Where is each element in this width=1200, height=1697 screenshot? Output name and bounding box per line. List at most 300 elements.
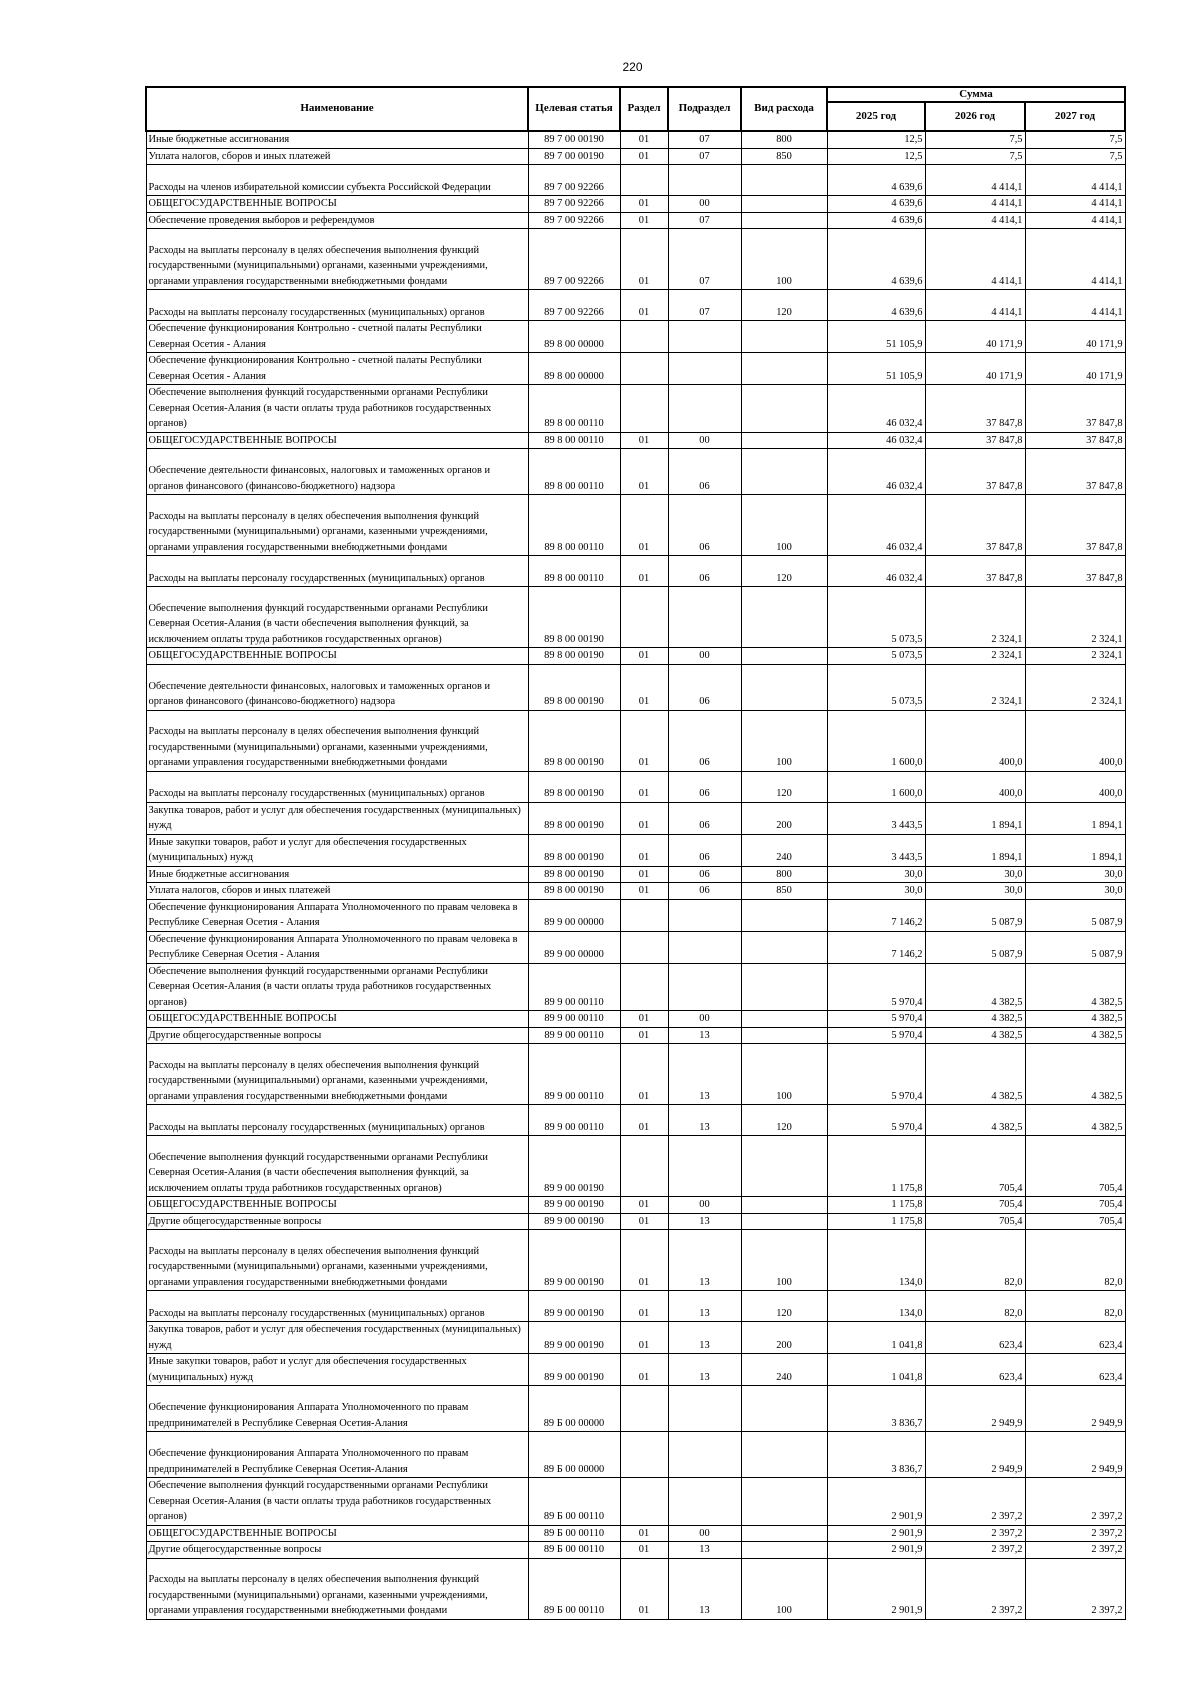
row-section: 01 xyxy=(620,1197,668,1214)
row-subsection: 13 xyxy=(668,1322,741,1354)
row-amount-2025: 30,0 xyxy=(827,883,925,900)
row-amount-2025: 7 146,2 xyxy=(827,931,925,963)
row-amount-2026: 30,0 xyxy=(925,866,1025,883)
row-subsection: 13 xyxy=(668,1542,741,1559)
row-expense-type xyxy=(741,1525,827,1542)
header-year-2026: 2026 год xyxy=(925,102,1025,131)
row-amount-2025: 12,5 xyxy=(827,131,925,148)
row-subsection xyxy=(668,385,741,433)
row-name: Обеспечение деятельности финансовых, налоговых и таможенных органов и органов финансового (финансово-бюджетного) надзора xyxy=(146,664,528,710)
row-amount-2027: 7,5 xyxy=(1025,131,1125,148)
row-amount-2026: 4 382,5 xyxy=(925,963,1025,1011)
row-target-article: 89 9 00 00190 xyxy=(528,1213,620,1230)
row-amount-2027: 40 171,9 xyxy=(1025,321,1125,353)
row-amount-2025: 5 970,4 xyxy=(827,1011,925,1028)
row-expense-type: 120 xyxy=(741,290,827,321)
row-subsection: 06 xyxy=(668,556,741,587)
row-target-article: 89 9 00 00110 xyxy=(528,1027,620,1044)
row-expense-type xyxy=(741,587,827,648)
row-amount-2027: 4 414,1 xyxy=(1025,229,1125,290)
row-amount-2027: 82,0 xyxy=(1025,1291,1125,1322)
row-amount-2026: 82,0 xyxy=(925,1291,1025,1322)
row-amount-2025: 134,0 xyxy=(827,1230,925,1291)
row-section: 01 xyxy=(620,866,668,883)
row-amount-2025: 12,5 xyxy=(827,148,925,165)
row-subsection: 13 xyxy=(668,1044,741,1105)
row-expense-type xyxy=(741,1197,827,1214)
row-amount-2026: 30,0 xyxy=(925,883,1025,900)
row-amount-2026: 37 847,8 xyxy=(925,385,1025,433)
row-amount-2025: 51 105,9 xyxy=(827,353,925,385)
row-subsection: 13 xyxy=(668,1291,741,1322)
row-amount-2027: 5 087,9 xyxy=(1025,931,1125,963)
row-section: 01 xyxy=(620,834,668,866)
row-section: 01 xyxy=(620,1027,668,1044)
row-name: Расходы на выплаты персоналу в целях обеспечения выполнения функций государственными (муниципальными) органами, казенными учреждениями, органами управления государственными внебюджетными фондами xyxy=(146,1230,528,1291)
header-year-2027: 2027 год xyxy=(1025,102,1125,131)
table-row xyxy=(146,1386,1125,1432)
row-expense-type: 120 xyxy=(741,1105,827,1136)
row-target-article: 89 8 00 00110 xyxy=(528,449,620,495)
row-amount-2027: 5 087,9 xyxy=(1025,899,1125,931)
row-subsection: 00 xyxy=(668,196,741,213)
row-amount-2026: 37 847,8 xyxy=(925,556,1025,587)
row-section: 01 xyxy=(620,196,668,213)
row-name: Другие общегосударственные вопросы xyxy=(146,1213,528,1230)
table-row xyxy=(146,1558,1125,1619)
table-row xyxy=(146,664,1125,710)
row-target-article: 89 8 00 00190 xyxy=(528,802,620,834)
row-target-article: 89 7 00 92266 xyxy=(528,212,620,229)
row-amount-2026: 5 087,9 xyxy=(925,899,1025,931)
row-expense-type: 100 xyxy=(741,1558,827,1619)
row-amount-2025: 7 146,2 xyxy=(827,899,925,931)
row-section: 01 xyxy=(620,1354,668,1386)
table-row xyxy=(146,648,1125,665)
row-amount-2026: 4 414,1 xyxy=(925,196,1025,213)
row-section: 01 xyxy=(620,1230,668,1291)
row-amount-2026: 400,0 xyxy=(925,771,1025,802)
row-amount-2026: 2 397,2 xyxy=(925,1558,1025,1619)
budget-table xyxy=(145,86,1126,1620)
row-section: 01 xyxy=(620,710,668,771)
row-subsection: 06 xyxy=(668,834,741,866)
row-amount-2027: 2 397,2 xyxy=(1025,1525,1125,1542)
row-amount-2027: 37 847,8 xyxy=(1025,449,1125,495)
row-section: 01 xyxy=(620,290,668,321)
row-target-article: 89 Б 00 00110 xyxy=(528,1478,620,1526)
row-target-article: 89 8 00 00190 xyxy=(528,710,620,771)
row-target-article: 89 7 00 92266 xyxy=(528,229,620,290)
table-row xyxy=(146,710,1125,771)
row-expense-type xyxy=(741,1478,827,1526)
row-name: Другие общегосударственные вопросы xyxy=(146,1542,528,1559)
row-name: Обеспечение выполнения функций государственными органами Республики Северная Осетия-Алания (в части обеспечения выполнения функций, за исключением оплаты труда работников государственных органов) xyxy=(146,1136,528,1197)
row-amount-2026: 37 847,8 xyxy=(925,432,1025,449)
row-subsection: 06 xyxy=(668,771,741,802)
row-amount-2025: 46 032,4 xyxy=(827,449,925,495)
row-target-article: 89 8 00 00190 xyxy=(528,648,620,665)
row-target-article: 89 9 00 00190 xyxy=(528,1197,620,1214)
row-section xyxy=(620,353,668,385)
table-row xyxy=(146,1354,1125,1386)
row-section xyxy=(620,931,668,963)
row-name: Иные закупки товаров, работ и услуг для обеспечения государственных (муниципальных) нужд xyxy=(146,834,528,866)
row-amount-2025: 2 901,9 xyxy=(827,1525,925,1542)
row-target-article: 89 Б 00 00110 xyxy=(528,1558,620,1619)
table-row xyxy=(146,1542,1125,1559)
row-amount-2027: 705,4 xyxy=(1025,1197,1125,1214)
row-amount-2025: 46 032,4 xyxy=(827,432,925,449)
row-amount-2027: 2 324,1 xyxy=(1025,664,1125,710)
row-amount-2026: 4 414,1 xyxy=(925,290,1025,321)
row-amount-2026: 400,0 xyxy=(925,710,1025,771)
row-name: Обеспечение выполнения функций государственными органами Республики Северная Осетия-Алания (в части обеспечения выполнения функций, за исключением оплаты труда работников государственных органов) xyxy=(146,587,528,648)
row-amount-2026: 4 414,1 xyxy=(925,165,1025,196)
row-section: 01 xyxy=(620,449,668,495)
row-name: Расходы на выплаты персоналу государственных (муниципальных) органов xyxy=(146,290,528,321)
row-amount-2026: 2 397,2 xyxy=(925,1525,1025,1542)
row-section: 01 xyxy=(620,1105,668,1136)
row-expense-type: 850 xyxy=(741,883,827,900)
row-subsection: 13 xyxy=(668,1027,741,1044)
row-amount-2025: 5 970,4 xyxy=(827,1105,925,1136)
row-amount-2027: 40 171,9 xyxy=(1025,353,1125,385)
row-amount-2025: 5 073,5 xyxy=(827,648,925,665)
row-amount-2025: 134,0 xyxy=(827,1291,925,1322)
row-subsection: 00 xyxy=(668,432,741,449)
row-subsection xyxy=(668,963,741,1011)
row-section xyxy=(620,385,668,433)
table-row xyxy=(146,1322,1125,1354)
row-expense-type: 100 xyxy=(741,710,827,771)
row-expense-type: 100 xyxy=(741,495,827,556)
row-expense-type: 850 xyxy=(741,148,827,165)
row-target-article: 89 9 00 00110 xyxy=(528,1011,620,1028)
row-amount-2026: 37 847,8 xyxy=(925,495,1025,556)
row-subsection: 06 xyxy=(668,802,741,834)
row-amount-2027: 400,0 xyxy=(1025,771,1125,802)
row-section: 01 xyxy=(620,771,668,802)
row-subsection: 07 xyxy=(668,148,741,165)
row-amount-2027: 400,0 xyxy=(1025,710,1125,771)
row-section: 01 xyxy=(620,883,668,900)
row-target-article: 89 8 00 00190 xyxy=(528,587,620,648)
table-row xyxy=(146,1291,1125,1322)
row-target-article: 89 Б 00 00000 xyxy=(528,1432,620,1478)
row-target-article: 89 8 00 00190 xyxy=(528,771,620,802)
row-name: Обеспечение функционирования Аппарата Уполномоченного по правам предпринимателей в Республике Северная Осетия-Алания xyxy=(146,1432,528,1478)
row-name: Расходы на выплаты персоналу государственных (муниципальных) органов xyxy=(146,771,528,802)
row-section: 01 xyxy=(620,1213,668,1230)
row-section: 01 xyxy=(620,1291,668,1322)
row-expense-type xyxy=(741,1432,827,1478)
row-section xyxy=(620,899,668,931)
row-expense-type xyxy=(741,1136,827,1197)
row-section: 01 xyxy=(620,802,668,834)
row-section: 01 xyxy=(620,1322,668,1354)
row-name: Обеспечение функционирования Контрольно - счетной палаты Республики Северная Осетия - Алания xyxy=(146,321,528,353)
row-amount-2027: 2 397,2 xyxy=(1025,1478,1125,1526)
row-expense-type xyxy=(741,165,827,196)
row-name: ОБЩЕГОСУДАРСТВЕННЫЕ ВОПРОСЫ xyxy=(146,648,528,665)
row-amount-2025: 1 041,8 xyxy=(827,1322,925,1354)
row-target-article: 89 9 00 00190 xyxy=(528,1322,620,1354)
header-subsection: Подраздел xyxy=(668,87,741,131)
row-target-article: 89 7 00 00190 xyxy=(528,131,620,148)
row-section: 01 xyxy=(620,1558,668,1619)
table-row xyxy=(146,834,1125,866)
row-target-article: 89 9 00 00110 xyxy=(528,1044,620,1105)
row-name: Расходы на выплаты персоналу государственных (муниципальных) органов xyxy=(146,1291,528,1322)
row-expense-type xyxy=(741,899,827,931)
row-amount-2025: 46 032,4 xyxy=(827,385,925,433)
table-row xyxy=(146,1525,1125,1542)
row-section: 01 xyxy=(620,1525,668,1542)
row-name: Обеспечение функционирования Аппарата Уполномоченного по правам человека в Республике Северная Осетия - Алания xyxy=(146,931,528,963)
table-row xyxy=(146,495,1125,556)
row-section xyxy=(620,1386,668,1432)
row-name: Расходы на выплаты персоналу в целях обеспечения выполнения функций государственными (муниципальными) органами, казенными учреждениями, органами управления государственными внебюджетными фондами xyxy=(146,495,528,556)
row-subsection xyxy=(668,899,741,931)
table-row xyxy=(146,587,1125,648)
row-amount-2026: 4 414,1 xyxy=(925,229,1025,290)
row-amount-2027: 1 894,1 xyxy=(1025,834,1125,866)
row-section: 01 xyxy=(620,556,668,587)
row-expense-type xyxy=(741,353,827,385)
row-subsection xyxy=(668,1478,741,1526)
table-row xyxy=(146,802,1125,834)
row-target-article: 89 9 00 00190 xyxy=(528,1230,620,1291)
row-target-article: 89 9 00 00190 xyxy=(528,1354,620,1386)
row-subsection: 06 xyxy=(668,866,741,883)
row-amount-2026: 705,4 xyxy=(925,1213,1025,1230)
row-amount-2026: 2 949,9 xyxy=(925,1432,1025,1478)
row-subsection: 00 xyxy=(668,1011,741,1028)
row-name: ОБЩЕГОСУДАРСТВЕННЫЕ ВОПРОСЫ xyxy=(146,1197,528,1214)
row-subsection: 13 xyxy=(668,1354,741,1386)
row-name: ОБЩЕГОСУДАРСТВЕННЫЕ ВОПРОСЫ xyxy=(146,432,528,449)
row-target-article: 89 7 00 92266 xyxy=(528,290,620,321)
table-row xyxy=(146,449,1125,495)
row-expense-type xyxy=(741,432,827,449)
row-section: 01 xyxy=(620,1011,668,1028)
row-name: Закупка товаров, работ и услуг для обеспечения государственных (муниципальных) нужд xyxy=(146,1322,528,1354)
table-row xyxy=(146,1197,1125,1214)
row-amount-2027: 4 414,1 xyxy=(1025,165,1125,196)
row-target-article: 89 7 00 00190 xyxy=(528,148,620,165)
row-target-article: 89 9 00 00110 xyxy=(528,963,620,1011)
row-amount-2025: 5 073,5 xyxy=(827,664,925,710)
row-expense-type: 100 xyxy=(741,1044,827,1105)
table-row xyxy=(146,1105,1125,1136)
table-row xyxy=(146,148,1125,165)
row-amount-2026: 623,4 xyxy=(925,1322,1025,1354)
row-amount-2027: 2 397,2 xyxy=(1025,1558,1125,1619)
row-subsection: 06 xyxy=(668,883,741,900)
table-row xyxy=(146,196,1125,213)
header-expense-type: Вид расхода xyxy=(741,87,827,131)
row-expense-type xyxy=(741,212,827,229)
row-subsection xyxy=(668,587,741,648)
row-target-article: 89 8 00 00190 xyxy=(528,664,620,710)
table-row xyxy=(146,1213,1125,1230)
row-expense-type xyxy=(741,931,827,963)
row-amount-2027: 4 414,1 xyxy=(1025,212,1125,229)
row-subsection: 13 xyxy=(668,1230,741,1291)
row-target-article: 89 9 00 00110 xyxy=(528,1105,620,1136)
row-subsection: 06 xyxy=(668,449,741,495)
table-row xyxy=(146,131,1125,148)
row-subsection: 06 xyxy=(668,495,741,556)
row-amount-2025: 3 443,5 xyxy=(827,802,925,834)
row-subsection xyxy=(668,1136,741,1197)
row-amount-2027: 30,0 xyxy=(1025,866,1125,883)
row-name: Расходы на выплаты персоналу государственных (муниципальных) органов xyxy=(146,556,528,587)
row-expense-type: 240 xyxy=(741,1354,827,1386)
row-amount-2027: 705,4 xyxy=(1025,1213,1125,1230)
row-amount-2026: 2 397,2 xyxy=(925,1542,1025,1559)
row-name: ОБЩЕГОСУДАРСТВЕННЫЕ ВОПРОСЫ xyxy=(146,1525,528,1542)
row-amount-2027: 2 324,1 xyxy=(1025,648,1125,665)
row-amount-2025: 1 175,8 xyxy=(827,1213,925,1230)
row-name: Обеспечение функционирования Контрольно - счетной палаты Республики Северная Осетия - Алания xyxy=(146,353,528,385)
row-expense-type: 800 xyxy=(741,131,827,148)
row-name: Расходы на выплаты персоналу в целях обеспечения выполнения функций государственными (муниципальными) органами, казенными учреждениями, органами управления государственными внебюджетными фондами xyxy=(146,229,528,290)
row-amount-2026: 623,4 xyxy=(925,1354,1025,1386)
row-name: Расходы на выплаты персоналу в целях обеспечения выполнения функций государственными (муниципальными) органами, казенными учреждениями, органами управления государственными внебюджетными фондами xyxy=(146,1044,528,1105)
header-section: Раздел xyxy=(620,87,668,131)
row-amount-2026: 7,5 xyxy=(925,131,1025,148)
row-section xyxy=(620,1432,668,1478)
row-amount-2026: 37 847,8 xyxy=(925,449,1025,495)
row-name: Расходы на членов избирательной комиссии субъекта Российской Федерации xyxy=(146,165,528,196)
row-amount-2027: 2 949,9 xyxy=(1025,1432,1125,1478)
row-section xyxy=(620,963,668,1011)
row-name: ОБЩЕГОСУДАРСТВЕННЫЕ ВОПРОСЫ xyxy=(146,1011,528,1028)
row-amount-2027: 705,4 xyxy=(1025,1136,1125,1197)
row-section xyxy=(620,1136,668,1197)
row-amount-2025: 1 600,0 xyxy=(827,710,925,771)
row-target-article: 89 8 00 00190 xyxy=(528,883,620,900)
row-section xyxy=(620,165,668,196)
row-amount-2026: 2 324,1 xyxy=(925,648,1025,665)
row-amount-2025: 4 639,6 xyxy=(827,196,925,213)
row-name: Обеспечение функционирования Аппарата Уполномоченного по правам предпринимателей в Республике Северная Осетия-Алания xyxy=(146,1386,528,1432)
row-target-article: 89 Б 00 00110 xyxy=(528,1542,620,1559)
row-target-article: 89 8 00 00190 xyxy=(528,866,620,883)
row-amount-2027: 37 847,8 xyxy=(1025,432,1125,449)
row-subsection xyxy=(668,165,741,196)
row-section: 01 xyxy=(620,131,668,148)
row-amount-2026: 40 171,9 xyxy=(925,321,1025,353)
row-name: Обеспечение выполнения функций государственными органами Республики Северная Осетия-Алания (в части оплаты труда работников государственных органов) xyxy=(146,963,528,1011)
row-subsection: 13 xyxy=(668,1213,741,1230)
header-sum: Сумма xyxy=(827,87,1125,102)
row-amount-2027: 30,0 xyxy=(1025,883,1125,900)
row-section: 01 xyxy=(620,1044,668,1105)
row-amount-2026: 7,5 xyxy=(925,148,1025,165)
row-amount-2027: 37 847,8 xyxy=(1025,495,1125,556)
row-amount-2026: 2 397,2 xyxy=(925,1478,1025,1526)
row-expense-type xyxy=(741,196,827,213)
header-target-article: Целевая статья xyxy=(528,87,620,131)
row-target-article: 89 9 00 00000 xyxy=(528,931,620,963)
row-amount-2027: 2 324,1 xyxy=(1025,587,1125,648)
row-name: Уплата налогов, сборов и иных платежей xyxy=(146,883,528,900)
row-expense-type: 100 xyxy=(741,1230,827,1291)
row-expense-type xyxy=(741,1011,827,1028)
row-amount-2027: 4 382,5 xyxy=(1025,963,1125,1011)
table-row xyxy=(146,353,1125,385)
row-expense-type: 240 xyxy=(741,834,827,866)
row-target-article: 89 8 00 00000 xyxy=(528,353,620,385)
page-number: 220 xyxy=(622,60,643,74)
row-expense-type xyxy=(741,1386,827,1432)
row-amount-2027: 1 894,1 xyxy=(1025,802,1125,834)
row-target-article: 89 9 00 00000 xyxy=(528,899,620,931)
row-expense-type: 100 xyxy=(741,229,827,290)
table-row xyxy=(146,1432,1125,1478)
row-subsection: 07 xyxy=(668,290,741,321)
row-expense-type xyxy=(741,321,827,353)
row-amount-2027: 2 949,9 xyxy=(1025,1386,1125,1432)
row-expense-type: 120 xyxy=(741,1291,827,1322)
table-row xyxy=(146,385,1125,433)
row-section: 01 xyxy=(620,212,668,229)
row-amount-2027: 4 414,1 xyxy=(1025,196,1125,213)
row-amount-2027: 7,5 xyxy=(1025,148,1125,165)
row-name: Обеспечение функционирования Аппарата Уполномоченного по правам человека в Республике Северная Осетия - Алания xyxy=(146,899,528,931)
row-amount-2026: 4 382,5 xyxy=(925,1011,1025,1028)
row-amount-2026: 82,0 xyxy=(925,1230,1025,1291)
table-row xyxy=(146,290,1125,321)
row-subsection: 07 xyxy=(668,131,741,148)
row-amount-2027: 2 397,2 xyxy=(1025,1542,1125,1559)
row-expense-type xyxy=(741,1542,827,1559)
table-row xyxy=(146,1230,1125,1291)
table-row xyxy=(146,866,1125,883)
table-header xyxy=(146,87,1125,131)
row-section xyxy=(620,1478,668,1526)
table-row xyxy=(146,432,1125,449)
row-name: Закупка товаров, работ и услуг для обеспечения государственных (муниципальных) нужд xyxy=(146,802,528,834)
row-name: Другие общегосударственные вопросы xyxy=(146,1027,528,1044)
row-target-article: 89 8 00 00110 xyxy=(528,385,620,433)
row-amount-2027: 4 382,5 xyxy=(1025,1011,1125,1028)
table-row xyxy=(146,1478,1125,1526)
row-expense-type: 200 xyxy=(741,802,827,834)
row-amount-2026: 4 414,1 xyxy=(925,212,1025,229)
row-expense-type xyxy=(741,648,827,665)
table-row xyxy=(146,1136,1125,1197)
row-amount-2025: 1 175,8 xyxy=(827,1136,925,1197)
row-name: ОБЩЕГОСУДАРСТВЕННЫЕ ВОПРОСЫ xyxy=(146,196,528,213)
row-amount-2025: 2 901,9 xyxy=(827,1558,925,1619)
row-expense-type: 120 xyxy=(741,771,827,802)
table-body xyxy=(146,131,1125,1619)
row-amount-2027: 4 414,1 xyxy=(1025,290,1125,321)
row-amount-2027: 37 847,8 xyxy=(1025,556,1125,587)
row-amount-2025: 4 639,6 xyxy=(827,290,925,321)
row-amount-2026: 4 382,5 xyxy=(925,1044,1025,1105)
row-amount-2025: 2 901,9 xyxy=(827,1542,925,1559)
row-amount-2027: 37 847,8 xyxy=(1025,385,1125,433)
row-name: Обеспечение выполнения функций государственными органами Республики Северная Осетия-Алания (в части оплаты труда работников государственных органов) xyxy=(146,1478,528,1526)
header-year-2025: 2025 год xyxy=(827,102,925,131)
row-target-article: 89 7 00 92266 xyxy=(528,165,620,196)
row-subsection: 00 xyxy=(668,1197,741,1214)
